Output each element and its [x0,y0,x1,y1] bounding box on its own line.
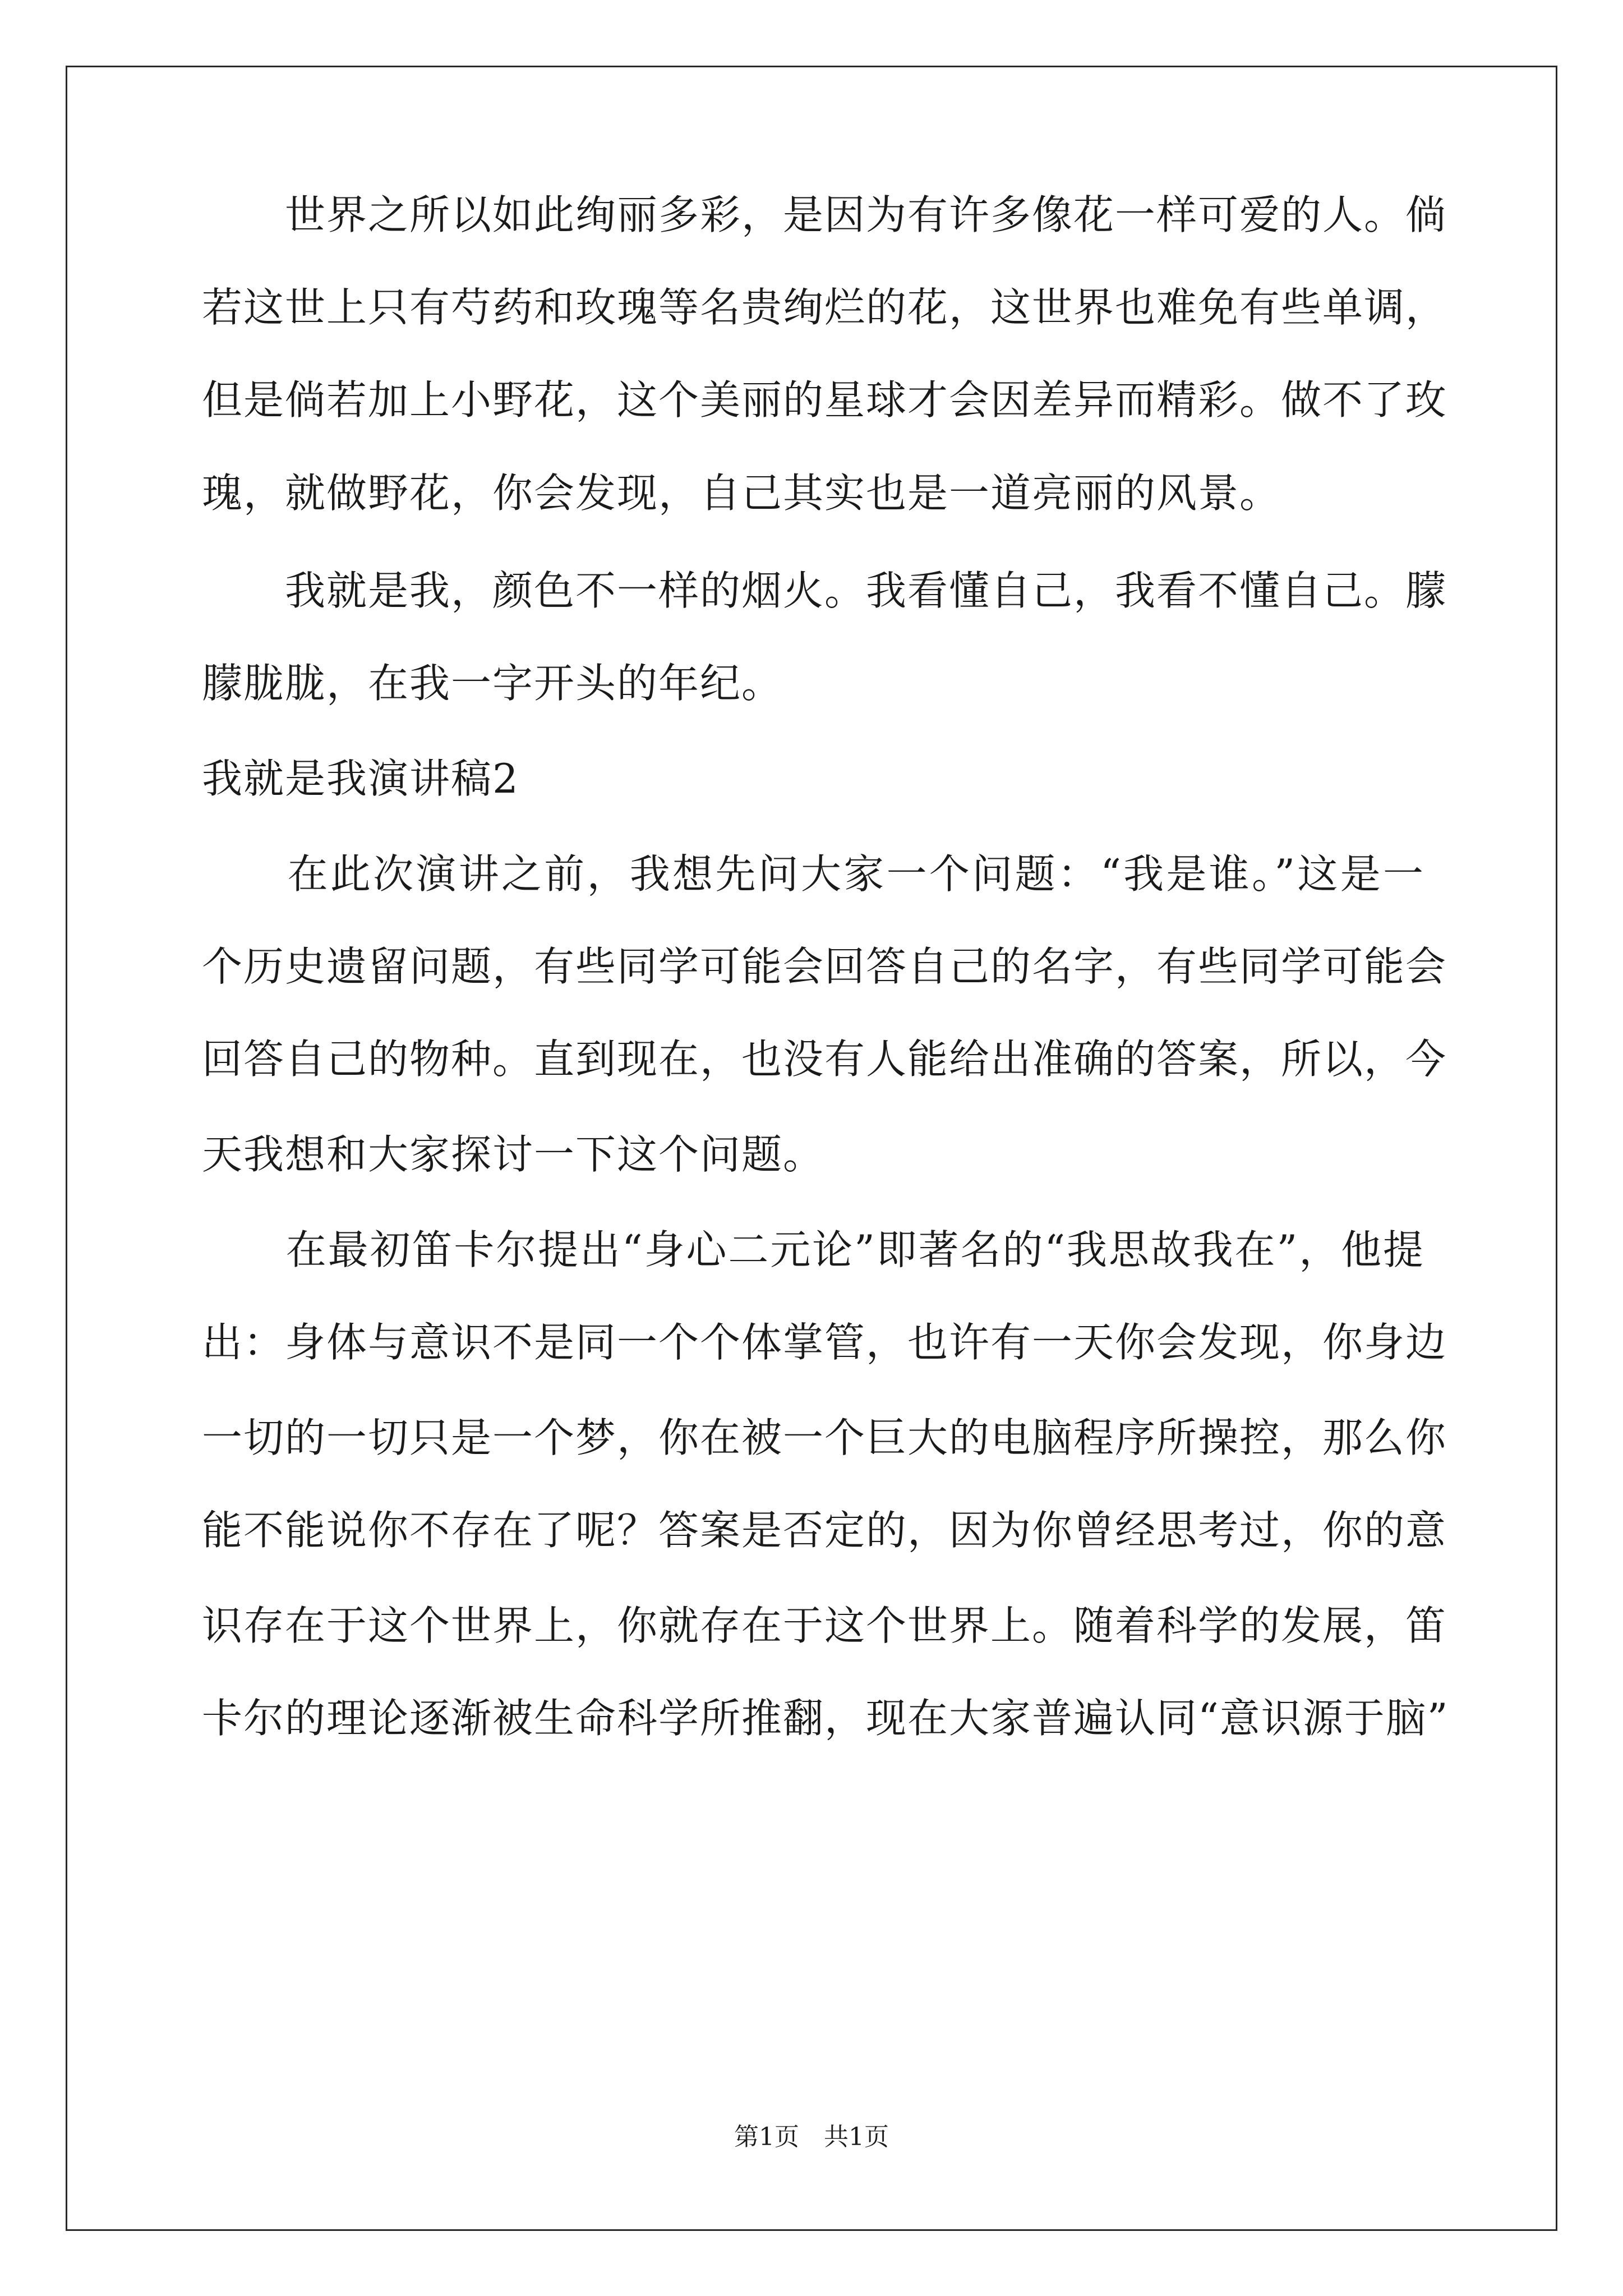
text-line: 若这世上只有芍药和玫瑰等名贵绚烂的花，这世界也难免有些单调， [202,284,1447,331]
text-line: 天我想和大家探讨一下这个问题。 [202,1131,825,1178]
text-line: 世界之所以如此绚丽多彩，是因为有许多像花一样可爱的人。倘 [202,191,1447,238]
text-line: 在最初笛卡尔提出“身心二元论”即著名的“我思故我在”，他提 [202,1226,1424,1273]
text-line: 能不能说你不存在了呢？答案是否定的，因为你曾经思考过，你的意 [202,1507,1447,1554]
text-line: 但是倘若加上小野花，这个美丽的星球才会因差异而精彩。做不了玫 [202,376,1447,424]
text-line: 识存在于这个世界上，你就存在于这个世界上。随着科学的发展，笛 [202,1602,1447,1649]
text-line: 一切的一切只是一个梦，你在被一个巨大的电脑程序所操控，那么你 [202,1414,1447,1461]
text-line: 我就是我，颜色不一样的烟火。我看懂自己，我看不懂自己。朦 [202,567,1447,614]
text-line: 朦胧胧，在我一字开头的年纪。 [202,660,783,707]
text-line: 回答自己的物种。直到现在，也没有人能给出准确的答案，所以，今 [202,1036,1447,1083]
text-line: 个历史遗留问题，有些同学可能会回答自己的名字，有些同学可能会 [202,943,1447,990]
page-footer: 第1页 共1页 [734,2123,889,2151]
section-heading: 我就是我演讲稿2 [202,755,519,802]
text-line: 出：身体与意识不是同一个个体掌管，也许有一天你会发现，你身边 [202,1319,1447,1366]
text-line: 卡尔的理论逐渐被生命科学所推翻，现在大家普遍认同“意识源于脑” [202,1695,1449,1742]
text-line: 在此次演讲之前，我想先问大家一个问题：“我是谁。”这是一 [202,850,1424,898]
text-line: 瑰，就做野花，你会发现，自己其实也是一道亮丽的风景。 [202,470,1281,517]
